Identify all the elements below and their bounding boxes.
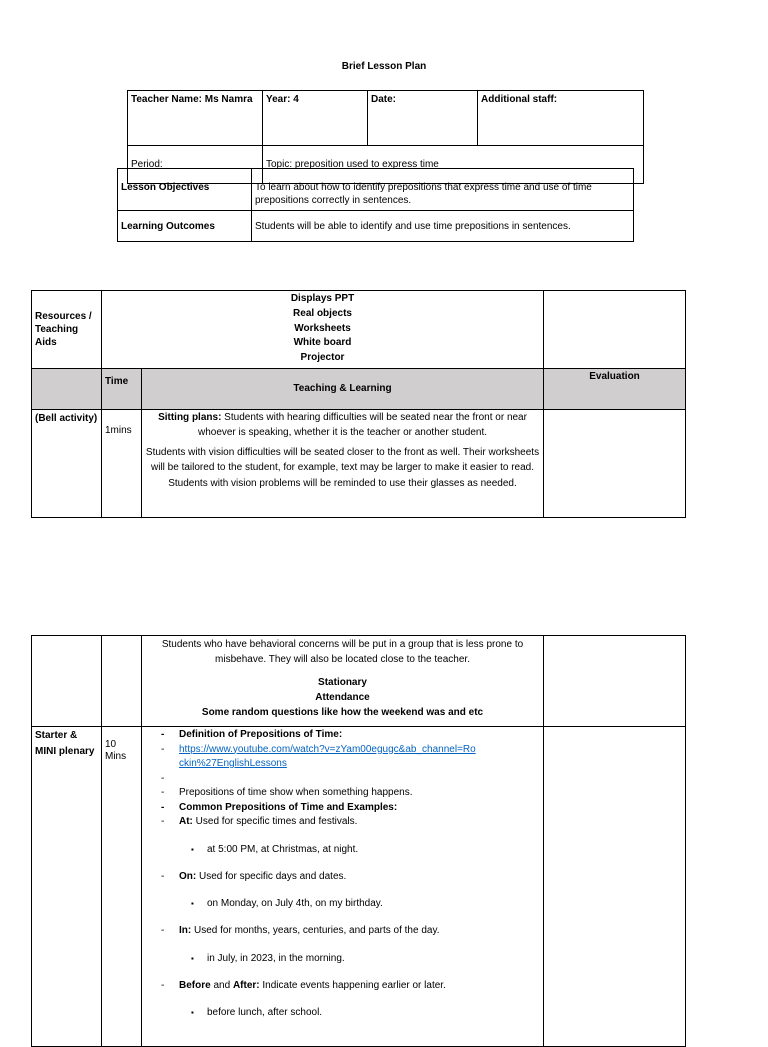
starter-evaluation bbox=[544, 727, 686, 1047]
resources-list bbox=[102, 291, 544, 369]
resource-item: Projector bbox=[300, 352, 345, 364]
starter-label: Starter & MINI plenary bbox=[32, 727, 102, 1047]
additional-staff-field: Additional staff: bbox=[478, 91, 644, 146]
starter-list bbox=[145, 728, 540, 830]
bell-activity-label: (Bell activity) bbox=[32, 409, 102, 517]
teacher-name: Teacher Name: Ms Namra bbox=[128, 91, 263, 146]
period-field: Period: bbox=[128, 146, 263, 184]
resources-label: Resources / Teaching Aids bbox=[32, 291, 102, 369]
date-field: Date: bbox=[368, 91, 478, 146]
resource-item: Worksheets bbox=[294, 322, 351, 334]
starter-content bbox=[142, 727, 544, 1047]
behavior-content bbox=[142, 636, 544, 727]
on-item: - On: Used for specific days and dates. bbox=[179, 870, 540, 885]
resources-evaluation-cell bbox=[544, 291, 686, 369]
continued-time-cell bbox=[102, 636, 142, 727]
resource-item: Real objects bbox=[293, 307, 352, 319]
in-example: ▪ in July, in 2023, in the morning. bbox=[145, 952, 540, 966]
sitting-plan-text: Sitting plans: Students with hearing difficulties will be seated near the front or near whoever is speaking, whether it is the teacher or another student. bbox=[158, 411, 527, 439]
attendance-line: Attendance bbox=[315, 692, 370, 703]
bell-activity-evaluation bbox=[544, 409, 686, 517]
at-example: ▪ at 5:00 PM, at Christmas, at night. bbox=[145, 843, 540, 857]
intro-item: - Prepositions of time show when something happens. bbox=[179, 786, 540, 801]
starter-time: 10 Mins bbox=[102, 727, 142, 1047]
lesson-table-continued bbox=[31, 635, 686, 1047]
resource-item: Displays PPT bbox=[290, 293, 355, 304]
before-after-list bbox=[145, 979, 540, 994]
document-title: Brief Lesson Plan bbox=[341, 61, 427, 72]
column-header-time: Time bbox=[102, 368, 142, 409]
topic-field: Topic: preposition used to express time bbox=[263, 146, 644, 184]
empty-item bbox=[179, 772, 540, 787]
behavior-text: Students who have behavioral concerns will be put in a group that is less prone to misbehave. They will also be located close to the teacher. bbox=[161, 639, 524, 665]
column-header-empty bbox=[32, 368, 102, 409]
common-prepositions-item: - Common Prepositions of Time and Examples: bbox=[179, 801, 540, 816]
continued-evaluation-cell bbox=[544, 636, 686, 727]
on-example: ▪ on Monday, on July 4th, on my birthday. bbox=[145, 897, 540, 911]
before-after-example: ▪ before lunch, after school. bbox=[145, 1006, 540, 1020]
resource-item: White board bbox=[293, 337, 352, 349]
random-questions-line: Some random questions like how the weekend was and etc bbox=[201, 707, 484, 718]
continued-label-cell bbox=[32, 636, 102, 727]
in-list bbox=[145, 924, 540, 939]
column-header-evaluation: Evaluation bbox=[544, 368, 686, 409]
video-link[interactable]: https://www.youtube.com/watch?v=zYam00egugc&ab_channel=Rockin%27EnglishLessons bbox=[179, 743, 476, 769]
objectives-table bbox=[117, 168, 634, 242]
at-item: - At: Used for specific times and festivals. bbox=[179, 815, 540, 830]
lesson-objectives-text: To learn about how to identify prepositions that express time and use of time prepositions correctly in sentences. bbox=[252, 169, 634, 211]
year-field: Year: 4 bbox=[263, 91, 368, 146]
in-item: - In: Used for months, years, centuries, and parts of the day. bbox=[179, 924, 540, 939]
column-header-teaching: Teaching & Learning bbox=[142, 368, 544, 409]
resources-table bbox=[31, 290, 686, 518]
learning-outcomes-label: Learning Outcomes bbox=[118, 211, 252, 242]
bell-activity-time: 1mins bbox=[102, 409, 142, 517]
on-list bbox=[145, 870, 540, 885]
bell-activity-content bbox=[142, 409, 544, 517]
definition-item: - Definition of Prepositions of Time: bbox=[179, 728, 540, 743]
before-after-item: - Before and After: Indicate events happening earlier or later. bbox=[179, 979, 540, 994]
vision-difficulties-text: Students with vision difficulties will be seated closer to the front as well. Their worksheets will be tailored to the student, for example, text may be larger to make it easier to read. Students with vision problems will be reminded to use their glasses as needed. bbox=[145, 446, 540, 489]
stationary-line: Stationary bbox=[318, 677, 367, 688]
lesson-objectives-label: Lesson Objectives bbox=[118, 169, 252, 211]
video-link-item bbox=[179, 743, 540, 772]
learning-outcomes-text: Students will be able to identify and use time prepositions in sentences. bbox=[252, 211, 634, 242]
